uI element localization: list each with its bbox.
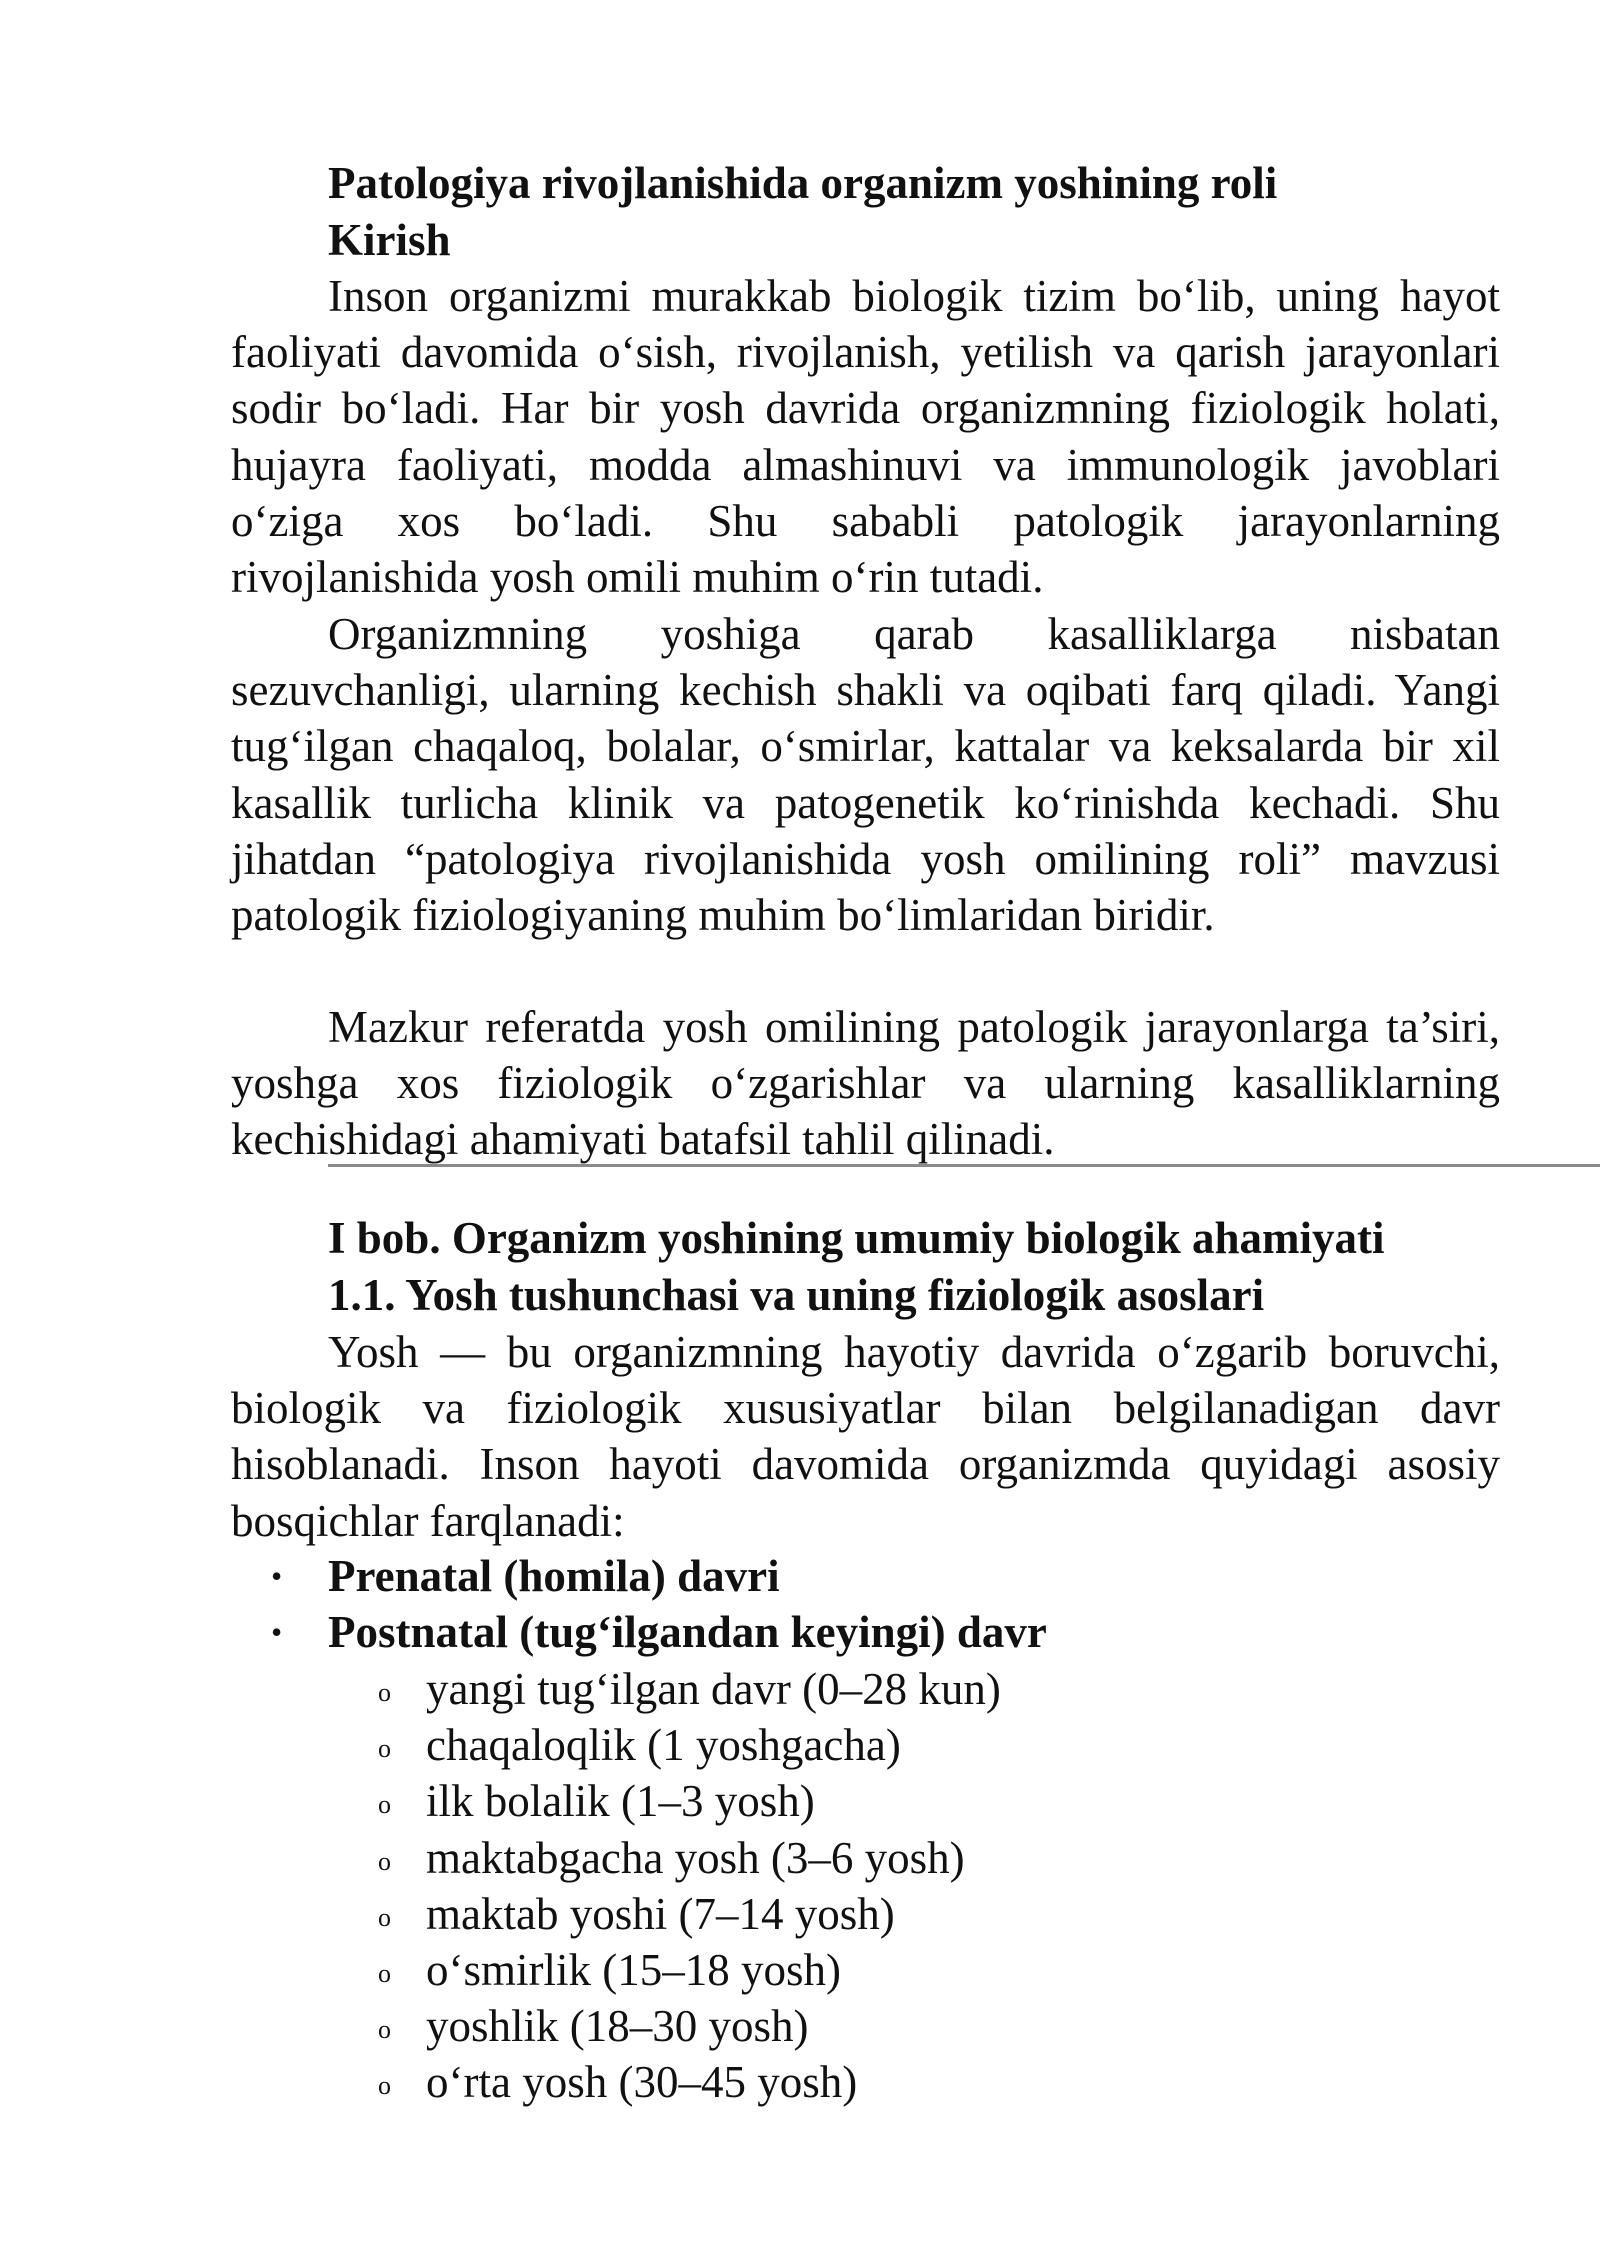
period-list <box>231 1548 1047 1660</box>
postnatal-sublist <box>378 1661 1001 2111</box>
sublist-item <box>378 1830 1001 1886</box>
list-item <box>231 1548 1047 1604</box>
sublist-item-label: chaqaloqlik (1 yoshgacha) <box>426 1720 901 1771</box>
sublist-item-label: ilk bolalik (1–3 yosh) <box>426 1776 815 1827</box>
chapter-heading: I bob. Organizm yoshining umumiy biologik ahamiyati <box>328 1213 1385 1263</box>
bullet-icon: • <box>271 1558 283 1594</box>
sublist-item-label: maktab yoshi (7–14 yosh) <box>426 1888 895 1939</box>
sublist-item-label: yoshlik (18–30 yosh) <box>426 2001 809 2052</box>
intro-paragraph-2: Organizmning yoshiga qarab kasalliklarga nisbatan sezuvchanligi, ularning kechish shakli va oqibati farq qiladi. Yangi tug‘ilgan chaqaloq, bolalar, o‘smirlar, kattalar va keksalarda bir xil kasallik turlicha klinik va patogenetik ko‘rinishda kechadi. Shu jihatdan “patologiya rivojlanishida yosh omilining roli” mavzusi patologik fiziologiyaning muhim bo‘limlaridan biridir. <box>231 609 1500 941</box>
section-divider <box>328 1164 1600 1167</box>
circle-bullet-icon: o <box>378 1959 391 1989</box>
intro-paragraph-3: Mazkur referatda yosh omilining patologik jarayonlarga ta’siri, yoshga xos fiziologik o‘zgarishlar va ularning kasalliklarning kechishidagi ahamiyati batafsil tahlil qilinadi. <box>231 1002 1500 1165</box>
sublist-item-label: o‘smirlik (15–18 yosh) <box>426 1945 841 1996</box>
sublist-item <box>378 1998 1001 2054</box>
sublist-item-label: o‘rta yosh (30–45 yosh) <box>426 2057 858 2108</box>
circle-bullet-icon: o <box>378 1846 391 1876</box>
sublist-item <box>378 2054 1001 2110</box>
sublist-item-label: yangi tug‘ilgan davr (0–28 kun) <box>426 1664 1001 1714</box>
intro-heading: Kirish <box>328 215 451 265</box>
sublist-item-label: maktabgacha yosh (3–6 yosh) <box>426 1832 965 1883</box>
section-heading: 1.1. Yosh tushunchasi va uning fiziologik asoslari <box>328 1270 1265 1320</box>
sublist-item <box>378 1942 1001 1998</box>
list-item-label: Prenatal (homila) davri <box>328 1551 780 1601</box>
list-item <box>231 1604 1047 1660</box>
section-paragraph: Yosh — bu organizmning hayotiy davrida o‘zgarib boruvchi, biologik va fiziologik xususiyatlar bilan belgilanadigan davr hisoblanadi. Inson hayoti davomida organizmda quyidagi asosiy bosqichlar farqlanadi: <box>231 1327 1500 1546</box>
circle-bullet-icon: o <box>378 2071 391 2101</box>
document-title: Patologiya rivojlanishida organizm yoshining roli <box>328 158 1278 208</box>
circle-bullet-icon: o <box>378 1734 391 1764</box>
sublist-item <box>378 1886 1001 1942</box>
circle-bullet-icon: o <box>378 1790 391 1820</box>
sublist-item <box>378 1717 1001 1773</box>
bullet-icon: • <box>271 1614 283 1650</box>
intro-paragraph-1: Inson organizmi murakkab biologik tizim bo‘lib, uning hayot faoliyati davomida o‘sish, rivojlanish, yetilish va qarish jarayonlari sodir bo‘ladi. Har bir yosh davrida organizmning fiziologik holati, hujayra faoliyati, modda almashinuvi va immunologik javoblari o‘ziga xos bo‘ladi. Shu sababli patologik jarayonlarning rivojlanishida yosh omili muhim o‘rin tutadi. <box>231 271 1500 603</box>
circle-bullet-icon: o <box>378 2015 391 2045</box>
circle-bullet-icon: o <box>378 1678 391 1707</box>
sublist-item <box>378 1661 1001 1717</box>
sublist-item <box>378 1773 1001 1829</box>
circle-bullet-icon: o <box>378 1902 391 1932</box>
list-item-label: Postnatal (tug‘ilgandan keyingi) davr <box>328 1607 1047 1657</box>
